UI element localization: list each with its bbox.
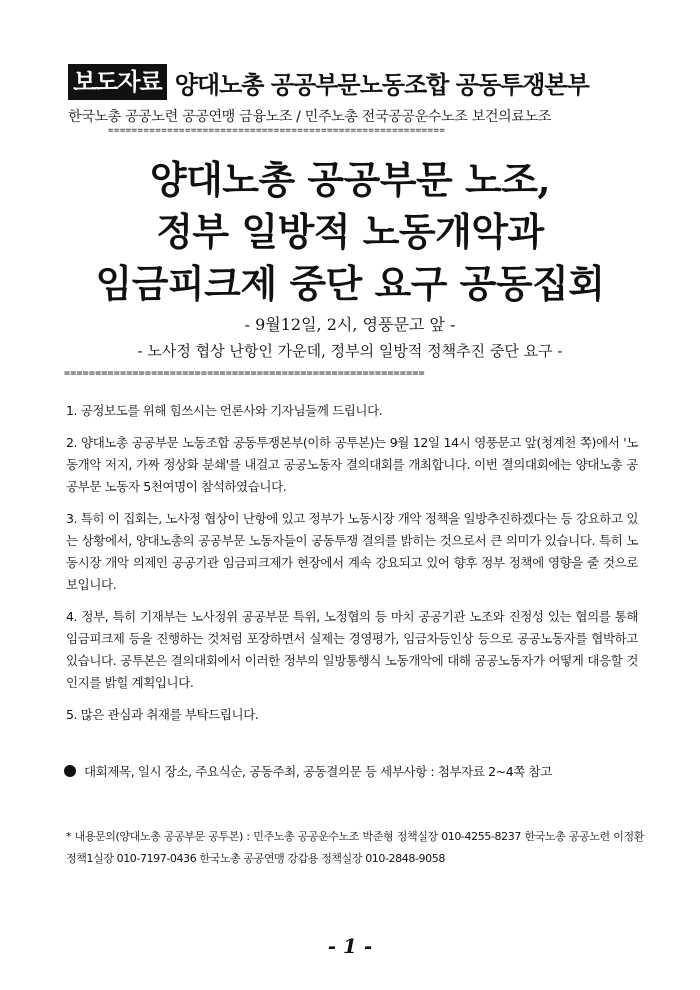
press-release-badge: 보도자료 — [68, 64, 167, 100]
body-text — [66, 400, 638, 736]
headline-line-3: 임금피크제 중단 요구 공동집회 — [95, 261, 605, 306]
paragraph-3: 3. 특히 이 집회는, 노사정 협상이 난항에 있고 정부가 노동시장 개악 정책을 일방추진하겠다는 등 강요하고 있는 상황에서, 양대노총의 공공부문 노동자들이 공동투쟁 결의를 밝히는 것으로서 큰 의미가 있습니다. 특히 노동시장 개악 의제인 공공기관 임금피크제가 현장에서 계속 강요되고 있어 향후 정부 정책에 영향을 줄 것으로 보입니다. — [66, 511, 638, 592]
subheadline: - 노사정 협상 난항인 가운데, 정부의 일방적 정책추진 중단 요구 - — [137, 342, 563, 360]
bullet-icon — [64, 765, 76, 777]
page-number: - 1 - — [327, 934, 373, 958]
header-row — [68, 62, 640, 102]
paragraph-1: 1. 공정보도를 위해 힘쓰시는 언론사와 기자님들께 드립니다. — [66, 403, 383, 418]
headline — [0, 154, 700, 310]
headline-line-1: 양대노총 공공부문 노조, — [149, 157, 551, 202]
member-unions: 한국노총 공공노련 공공연맹 금융노조 / 민주노총 전국공공운수노조 보건의료노조 — [68, 109, 552, 125]
org-title: 양대노총 공공부문노동조합 공동투쟁본부 — [174, 70, 589, 99]
paragraph-2: 2. 양대노총 공공부문 노동조합 공동투쟁본부(이하 공투본)는 9월 12일 14시 영풍문고 앞(청계천 쪽)에서 '노동개악 저지, 가짜 정상화 분쇄'를 내걸고 공공노동자 결의대회를 개최합니다. 이번 결의대회에는 양대노총 공공부문 노동자 5천여명이 참석하였습니다. — [66, 435, 638, 494]
paragraph-4: 4. 정부, 특히 기재부는 노사정위 공공부문 특위, 노정협의 등 마치 공공기관 노조와 진정성 있는 협의를 통해 임금피크제 등을 진행하는 것처럼 포장하면서 실제는 경영평가, 임금차등인상 등으로 공공노동자를 협박하고 있습니다. 공투본은 결의대회에서 이러한 정부의 일방통행식 노동개악에 대해 공공노동자가 어떻게 대응할 것인지를 밝힐 계획입니다. — [66, 609, 638, 690]
event-datetime: - 9월12일, 2시, 영풍문고 앞 - — [244, 315, 456, 334]
attachment-note — [64, 762, 660, 780]
contact-info: * 내용문의(양대노총 공공부문 공투본) : 민주노총 공공운수노조 박준형 정책실장 010-4255-8237 한국노총 공공노련 이정환 정책1실장 010-7197-0436 한국노총 공공연맹 강갑용 정책실장 010-2848-9058 — [66, 830, 644, 865]
attachment-note-text: 대회제목, 일시 장소, 주요식순, 공동주최, 공동결의문 등 세부사항 : 첨부자료 2~4쪽 참고 — [84, 764, 552, 779]
top-divider: ========================================================= — [108, 126, 446, 136]
section-divider: ========================================================== — [64, 368, 425, 379]
headline-line-2: 정부 일방적 노동개악과 — [156, 209, 544, 254]
paragraph-5: 5. 많은 관심과 취재를 부탁드립니다. — [66, 707, 259, 722]
